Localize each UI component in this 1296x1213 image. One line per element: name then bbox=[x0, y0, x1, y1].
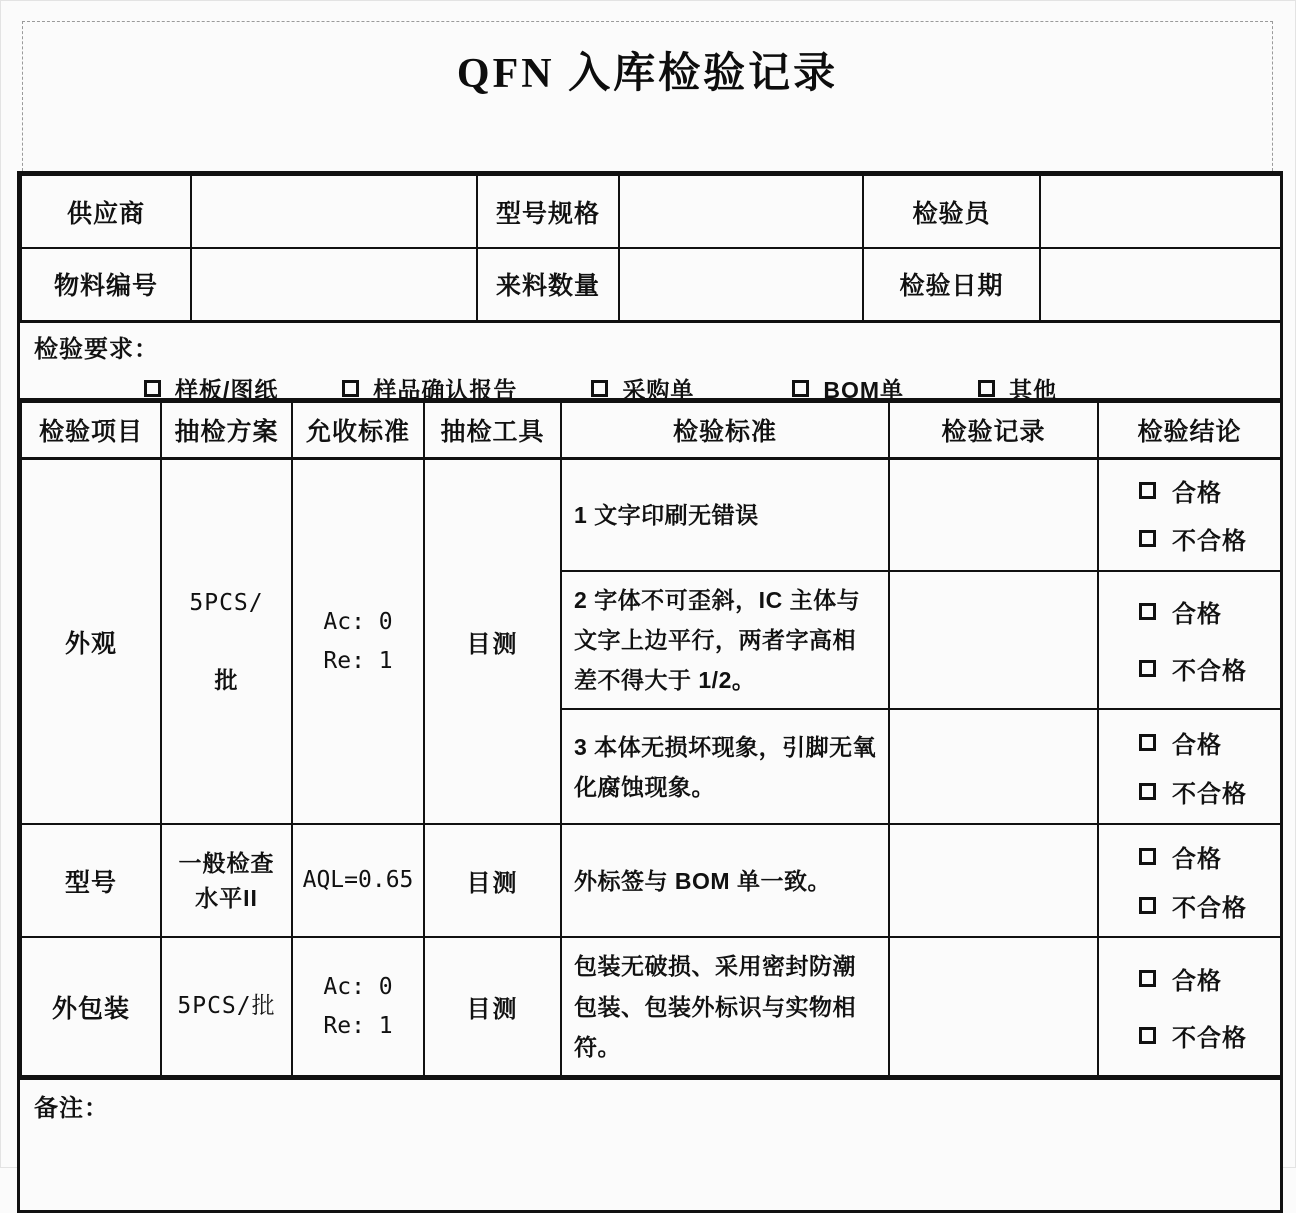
requirements-label: 检验要求： bbox=[34, 335, 159, 363]
acceptance-line: Re: 1 bbox=[323, 1012, 393, 1039]
record-cell[interactable] bbox=[889, 709, 1098, 824]
record-cell[interactable] bbox=[889, 937, 1098, 1076]
fail-option[interactable] bbox=[1139, 888, 1280, 923]
appearance-subrow-1 bbox=[21, 459, 1281, 571]
checkbox-icon[interactable] bbox=[792, 380, 809, 397]
fail-label: 不合格 bbox=[1172, 894, 1247, 922]
material-no-field[interactable] bbox=[191, 248, 477, 321]
pass-label: 合格 bbox=[1172, 731, 1222, 759]
criteria-cell: 1 文字印刷无错误 bbox=[561, 459, 889, 571]
title-frame bbox=[22, 21, 1273, 171]
checkbox-icon[interactable] bbox=[1139, 783, 1156, 800]
fail-label: 不合格 bbox=[1172, 780, 1247, 808]
info-row-1 bbox=[21, 175, 1281, 248]
material-no-label: 物料编号 bbox=[21, 248, 191, 321]
criteria-cell: 外标签与 BOM 单一致。 bbox=[561, 824, 889, 937]
conclusion-cell bbox=[1098, 709, 1281, 824]
option-label: 其他 bbox=[1009, 376, 1058, 403]
fail-option[interactable] bbox=[1139, 521, 1280, 556]
item-cell-model: 型号 bbox=[21, 824, 161, 937]
plan-line: 5PCS/ bbox=[189, 590, 264, 617]
checkbox-icon[interactable] bbox=[1139, 1027, 1156, 1044]
plan-line: 水平II bbox=[195, 884, 258, 911]
pass-option[interactable] bbox=[1139, 839, 1280, 874]
checkbox-icon[interactable] bbox=[144, 380, 161, 397]
plan-cell-appearance bbox=[161, 459, 292, 825]
option-label: BOM单 bbox=[823, 376, 905, 403]
checkbox-icon[interactable] bbox=[978, 380, 995, 397]
model-row bbox=[21, 824, 1281, 937]
item-cell-appearance: 外观 bbox=[21, 459, 161, 825]
plan-line: 批 bbox=[214, 666, 239, 693]
tool-cell-packaging: 目测 bbox=[424, 937, 561, 1076]
fail-option[interactable] bbox=[1139, 651, 1280, 686]
inspector-field[interactable] bbox=[1040, 175, 1281, 248]
requirements-section bbox=[20, 323, 1280, 401]
pass-option[interactable] bbox=[1139, 961, 1280, 996]
option-sample-drawing[interactable] bbox=[144, 372, 278, 405]
checkbox-icon[interactable] bbox=[1139, 530, 1156, 547]
col-header-record: 检验记录 bbox=[889, 402, 1098, 459]
supplier-field[interactable] bbox=[191, 175, 477, 248]
checkbox-icon[interactable] bbox=[1139, 897, 1156, 914]
fail-option[interactable] bbox=[1139, 774, 1280, 809]
conclusion-cell bbox=[1098, 937, 1281, 1076]
inspection-date-label: 检验日期 bbox=[863, 248, 1040, 321]
acceptance-line: Re: 1 bbox=[323, 647, 393, 674]
pass-option[interactable] bbox=[1139, 473, 1280, 508]
checkbox-icon[interactable] bbox=[1139, 970, 1156, 987]
tool-cell-model: 目测 bbox=[424, 824, 561, 937]
col-header-sampling-plan: 抽检方案 bbox=[161, 402, 292, 459]
model-spec-label: 型号规格 bbox=[477, 175, 619, 248]
col-header-conclusion: 检验结论 bbox=[1098, 402, 1281, 459]
remarks-label: 备注： bbox=[34, 1095, 109, 1122]
criteria-cell: 包装无破损、采用密封防潮包装、包装外标识与实物相符。 bbox=[561, 937, 889, 1076]
record-cell[interactable] bbox=[889, 459, 1098, 571]
fail-label: 不合格 bbox=[1172, 658, 1247, 685]
checkbox-icon[interactable] bbox=[1139, 848, 1156, 865]
packaging-row bbox=[21, 937, 1281, 1076]
table-header-row bbox=[21, 402, 1281, 459]
criteria-cell: 3 本体无损坏现象，引脚无氧化腐蚀现象。 bbox=[561, 709, 889, 824]
checkbox-icon[interactable] bbox=[1139, 734, 1156, 751]
checkbox-icon[interactable] bbox=[591, 380, 608, 397]
pass-option[interactable] bbox=[1139, 725, 1280, 760]
acceptance-cell-model: AQL=0.65 bbox=[292, 824, 424, 937]
incoming-qty-label: 来料数量 bbox=[477, 248, 619, 321]
option-sample-confirmation-report[interactable] bbox=[342, 372, 517, 405]
option-bom[interactable] bbox=[792, 372, 904, 405]
acceptance-cell-packaging bbox=[292, 937, 424, 1076]
checkbox-icon[interactable] bbox=[342, 380, 359, 397]
fail-option[interactable] bbox=[1139, 1018, 1280, 1053]
option-label: 采购单 bbox=[622, 376, 695, 403]
acceptance-line: Ac: 0 bbox=[323, 608, 393, 635]
remarks-section[interactable] bbox=[20, 1077, 1280, 1210]
pass-label: 合格 bbox=[1172, 600, 1222, 628]
conclusion-cell bbox=[1098, 824, 1281, 937]
option-other[interactable] bbox=[978, 372, 1057, 405]
plan-line: 5PCS/批 bbox=[177, 993, 276, 1020]
inspection-date-field[interactable] bbox=[1040, 248, 1281, 321]
checkbox-icon[interactable] bbox=[1139, 482, 1156, 499]
option-label: 样品确认报告 bbox=[373, 376, 518, 403]
acceptance-line: Ac: 0 bbox=[323, 973, 393, 1000]
record-cell[interactable] bbox=[889, 824, 1098, 937]
plan-cell-model bbox=[161, 824, 292, 937]
col-header-standard: 检验标准 bbox=[561, 402, 889, 459]
page-title: QFN 入库检验记录 bbox=[456, 51, 839, 97]
option-purchase-order[interactable] bbox=[591, 372, 694, 405]
pass-label: 合格 bbox=[1172, 967, 1222, 995]
criteria-cell: 2 字体不可歪斜，IC 主体与文字上边平行，两者字高相差不得大于 1/2。 bbox=[561, 571, 889, 710]
inspector-label: 检验员 bbox=[863, 175, 1040, 248]
conclusion-cell bbox=[1098, 571, 1281, 710]
conclusion-cell bbox=[1098, 459, 1281, 571]
checkbox-icon[interactable] bbox=[1139, 603, 1156, 620]
pass-label: 合格 bbox=[1172, 845, 1222, 873]
pass-option[interactable] bbox=[1139, 594, 1280, 629]
option-label: 样板/图纸 bbox=[175, 376, 279, 403]
plan-line: 一般检查 bbox=[178, 850, 275, 877]
checkbox-icon[interactable] bbox=[1139, 660, 1156, 677]
plan-cell-packaging bbox=[161, 937, 292, 1076]
info-row-2 bbox=[21, 248, 1281, 321]
model-spec-field[interactable] bbox=[619, 175, 863, 248]
acceptance-cell-appearance bbox=[292, 459, 424, 825]
record-cell[interactable] bbox=[889, 571, 1098, 710]
fail-label: 不合格 bbox=[1172, 528, 1247, 556]
incoming-qty-field[interactable] bbox=[619, 248, 863, 321]
supplier-label: 供应商 bbox=[21, 175, 191, 248]
tool-cell-appearance: 目测 bbox=[424, 459, 561, 825]
fail-label: 不合格 bbox=[1172, 1024, 1247, 1052]
inspection-table bbox=[20, 401, 1282, 1078]
col-header-acceptance: 允收标准 bbox=[292, 402, 424, 459]
col-header-item: 检验项目 bbox=[21, 402, 161, 459]
pass-label: 合格 bbox=[1172, 480, 1222, 508]
inspection-form bbox=[17, 171, 1283, 1213]
col-header-tool: 抽检工具 bbox=[424, 402, 561, 459]
item-cell-packaging: 外包装 bbox=[21, 937, 161, 1076]
info-table bbox=[20, 174, 1282, 323]
